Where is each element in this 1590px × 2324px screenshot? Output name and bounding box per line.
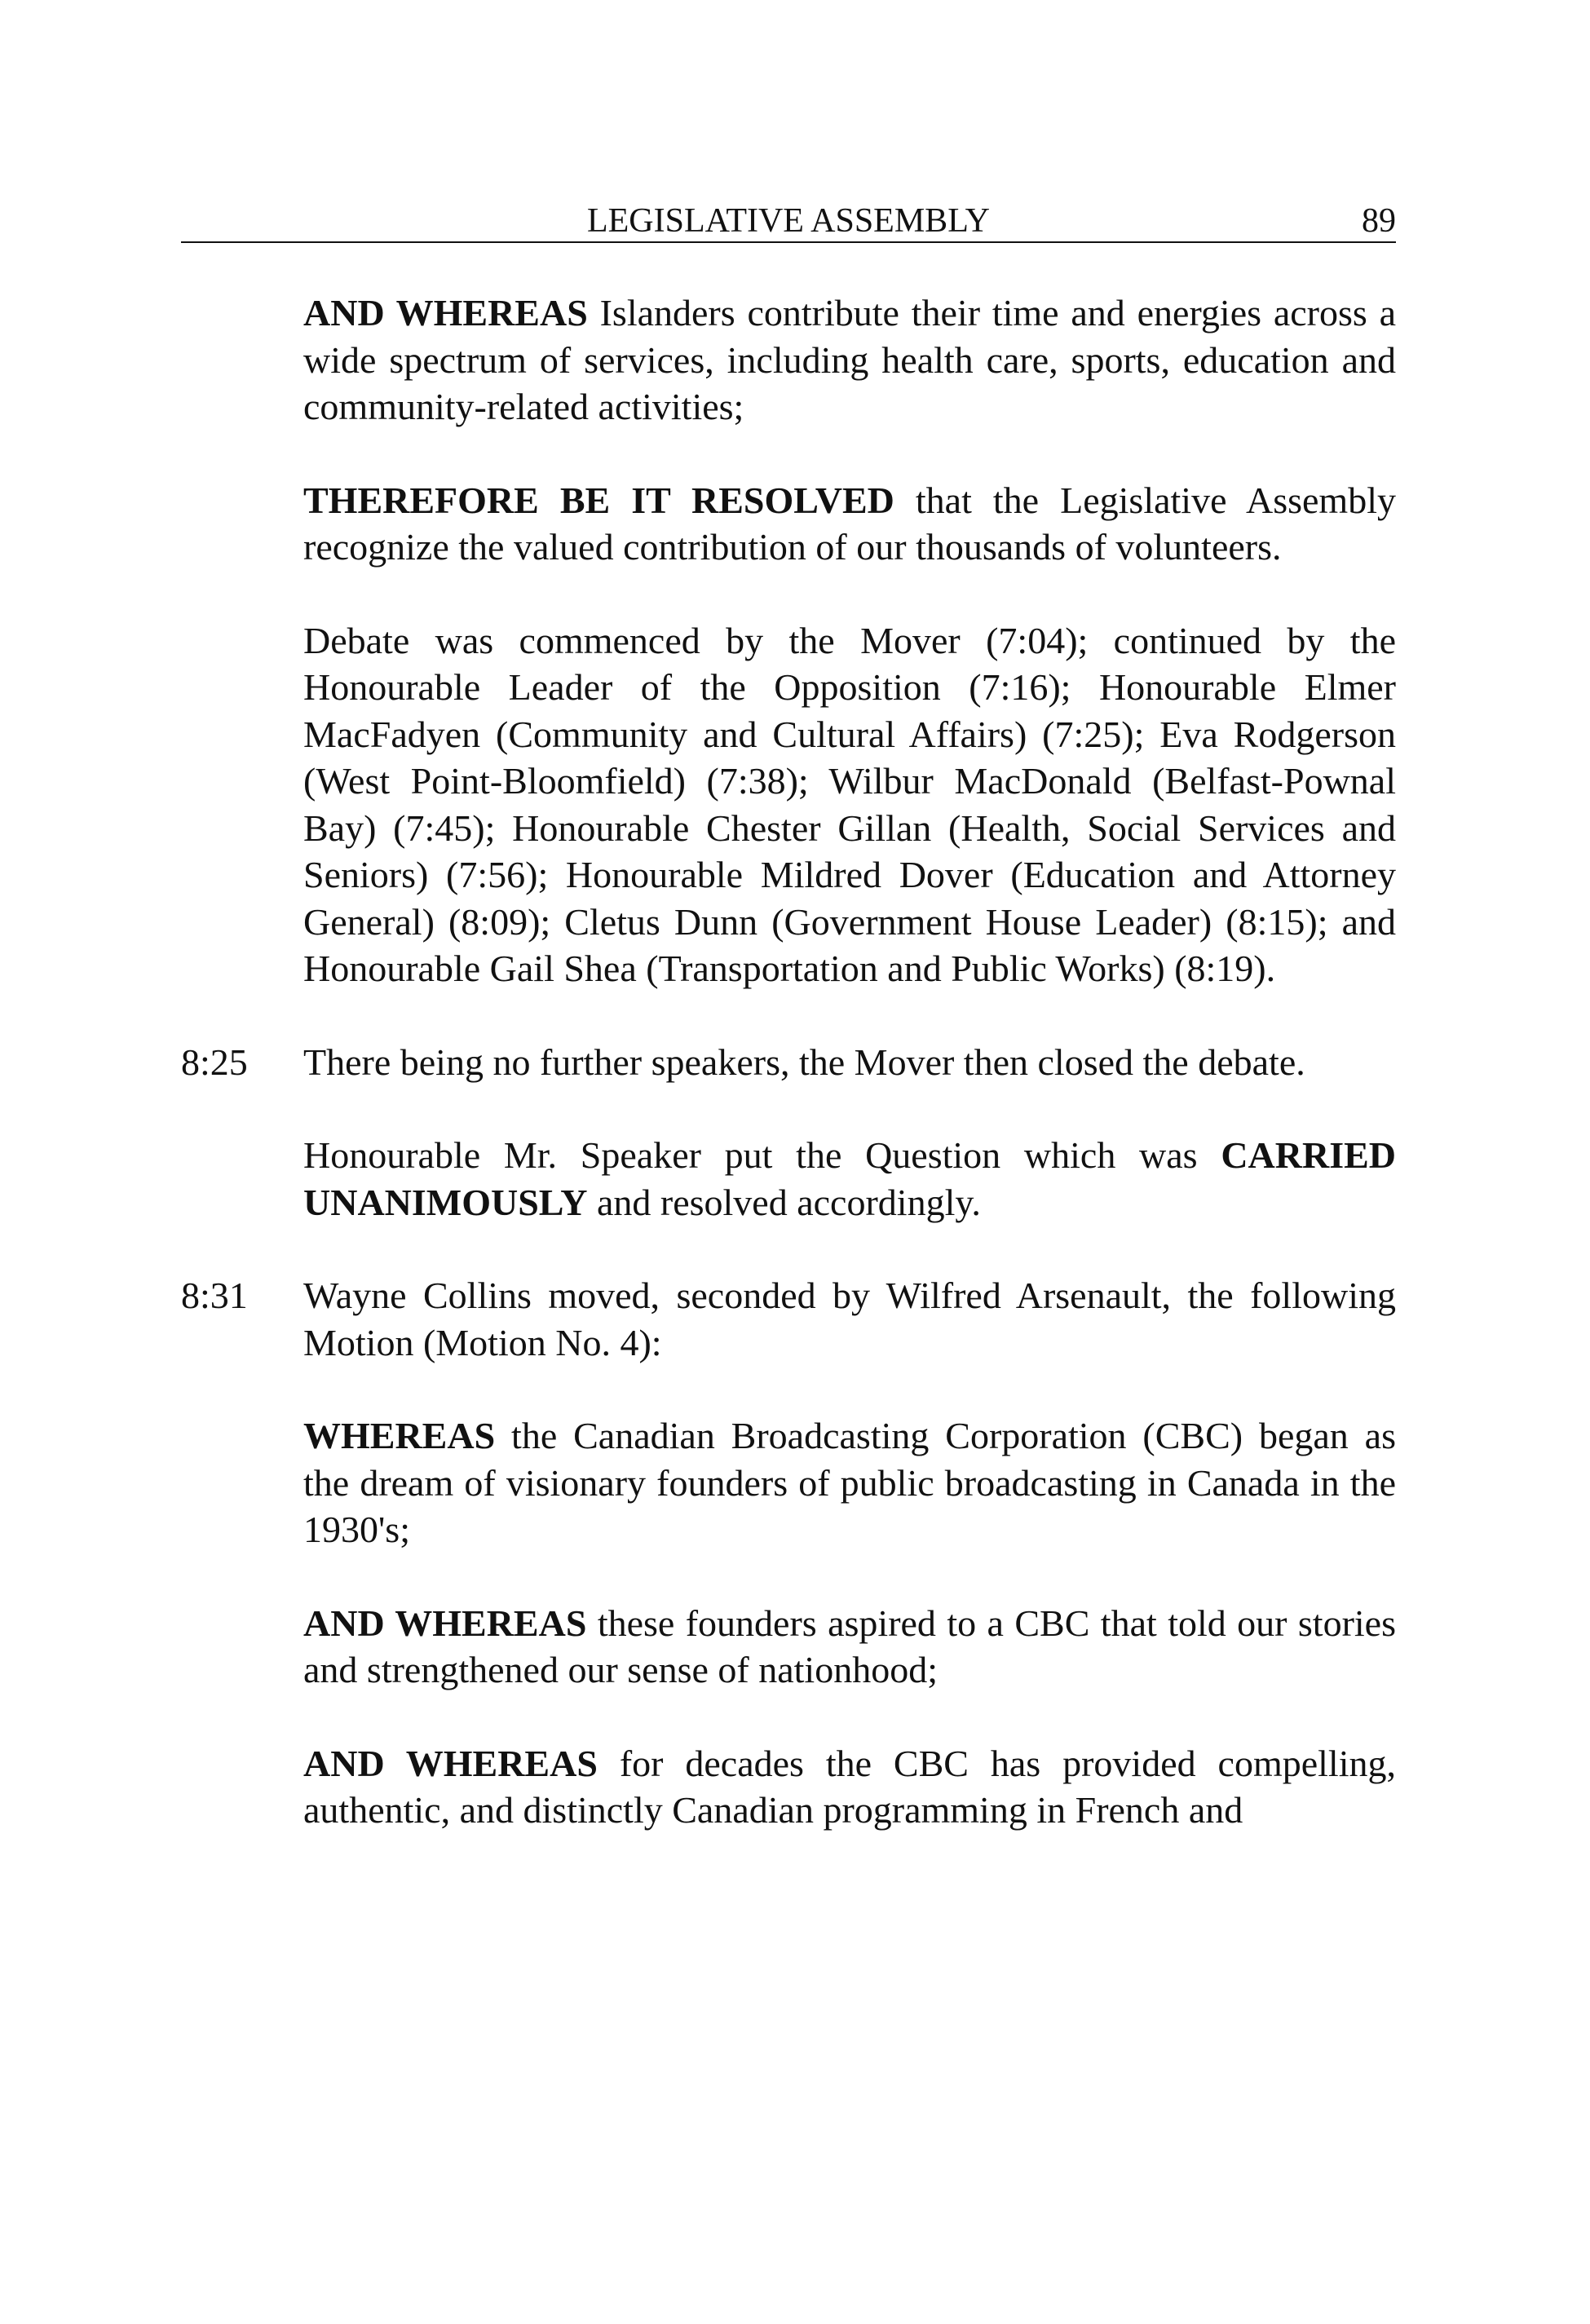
time-stamp: 8:25 bbox=[181, 1040, 248, 1083]
time-stamp bbox=[181, 1740, 303, 1834]
paragraph-and-whereas-founders bbox=[181, 1600, 1396, 1694]
time-stamp bbox=[181, 1412, 303, 1553]
time-stamp bbox=[181, 477, 303, 571]
clause-text: Wayne Collins moved, seconded by Wilfred Arsenault, the following Motion (Motion No. 4): bbox=[303, 1275, 1396, 1363]
header-title: LEGISLATIVE ASSEMBLY bbox=[587, 202, 990, 240]
paragraph-text bbox=[303, 617, 1396, 992]
paragraph-and-whereas-decades bbox=[181, 1740, 1396, 1834]
paragraph-closed-debate bbox=[181, 1039, 1396, 1086]
paragraph-text bbox=[303, 477, 1396, 571]
clause-text-end: and resolved accordingly. bbox=[587, 1181, 981, 1223]
page-header bbox=[181, 201, 1396, 243]
paragraph-text bbox=[303, 1272, 1396, 1366]
paragraph-text bbox=[303, 289, 1396, 431]
clause-text: Debate was commenced by the Mover (7:04); continued by the Honourable Leader of the Opposition (7:16); Honourable Elmer MacFadyen (Community and Cultural Affairs) (7:25); Eva Rodgerson (West Point-Bloomfield) (7:38); Wilbur MacDonald (Belfast-Pownal Bay) (7:45); Honourable Chester Gillan (Health, Social Services and Seniors) (7:56); Honourable Mildred Dover (Education and Attorney General) (8:09); Cletus Dunn (Government House Leader) (8:15); and Honourable Gail Shea (Transportation and Public Works) (8:19). bbox=[303, 619, 1396, 989]
clause-text: for decades the CBC has provided compelling, authentic, and distinctly Canadian programming in French and bbox=[303, 1742, 1396, 1831]
clause-text: the Canadian Broadcasting Corporation (CBC) began as the dream of visionary founders of public broadcasting in Canada in the 1930's; bbox=[303, 1415, 1396, 1550]
time-stamp bbox=[181, 1600, 303, 1694]
paragraph-and-whereas-islanders bbox=[181, 289, 1396, 431]
paragraph-motion-4 bbox=[181, 1272, 1396, 1366]
paragraph-debate bbox=[181, 617, 1396, 992]
document-body bbox=[181, 289, 1396, 1880]
clause-keyword: AND WHEREAS bbox=[303, 1742, 598, 1784]
clause-text: that the Legislative Assembly recognize the valued contribution of our thousands of volunteers. bbox=[303, 479, 1396, 568]
clause-text: these founders aspired to a CBC that told our stories and strengthened our sense of nationhood; bbox=[303, 1602, 1396, 1690]
paragraph-text bbox=[303, 1132, 1396, 1226]
paragraph-text bbox=[303, 1600, 1396, 1694]
result-keyword: CARRIED UNANIMOUSLY bbox=[303, 1134, 1396, 1223]
clause-keyword: WHEREAS bbox=[303, 1415, 496, 1456]
clause-keyword: AND WHEREAS bbox=[303, 292, 588, 334]
time-stamp bbox=[181, 1132, 303, 1226]
clause-keyword: AND WHEREAS bbox=[303, 1602, 587, 1644]
clause-text: There being no further speakers, the Mover then closed the debate. bbox=[303, 1040, 1305, 1083]
paragraph-text bbox=[303, 1740, 1396, 1834]
time-stamp bbox=[181, 617, 303, 992]
time-stamp: 8:31 bbox=[181, 1275, 248, 1316]
page-number: 89 bbox=[1362, 202, 1396, 240]
paragraph-text bbox=[303, 1039, 1396, 1086]
time-stamp bbox=[181, 289, 303, 431]
clause-text: Islanders contribute their time and energies across a wide spectrum of services, including health care, sports, education and community-related activities; bbox=[303, 292, 1396, 427]
paragraph-therefore-resolved bbox=[181, 477, 1396, 571]
clause-text: Honourable Mr. Speaker put the Question which was bbox=[303, 1134, 1221, 1176]
paragraph-question-carried bbox=[181, 1132, 1396, 1226]
clause-keyword: THEREFORE BE IT RESOLVED bbox=[303, 479, 894, 521]
paragraph-whereas-cbc bbox=[181, 1412, 1396, 1553]
paragraph-text bbox=[303, 1412, 1396, 1553]
